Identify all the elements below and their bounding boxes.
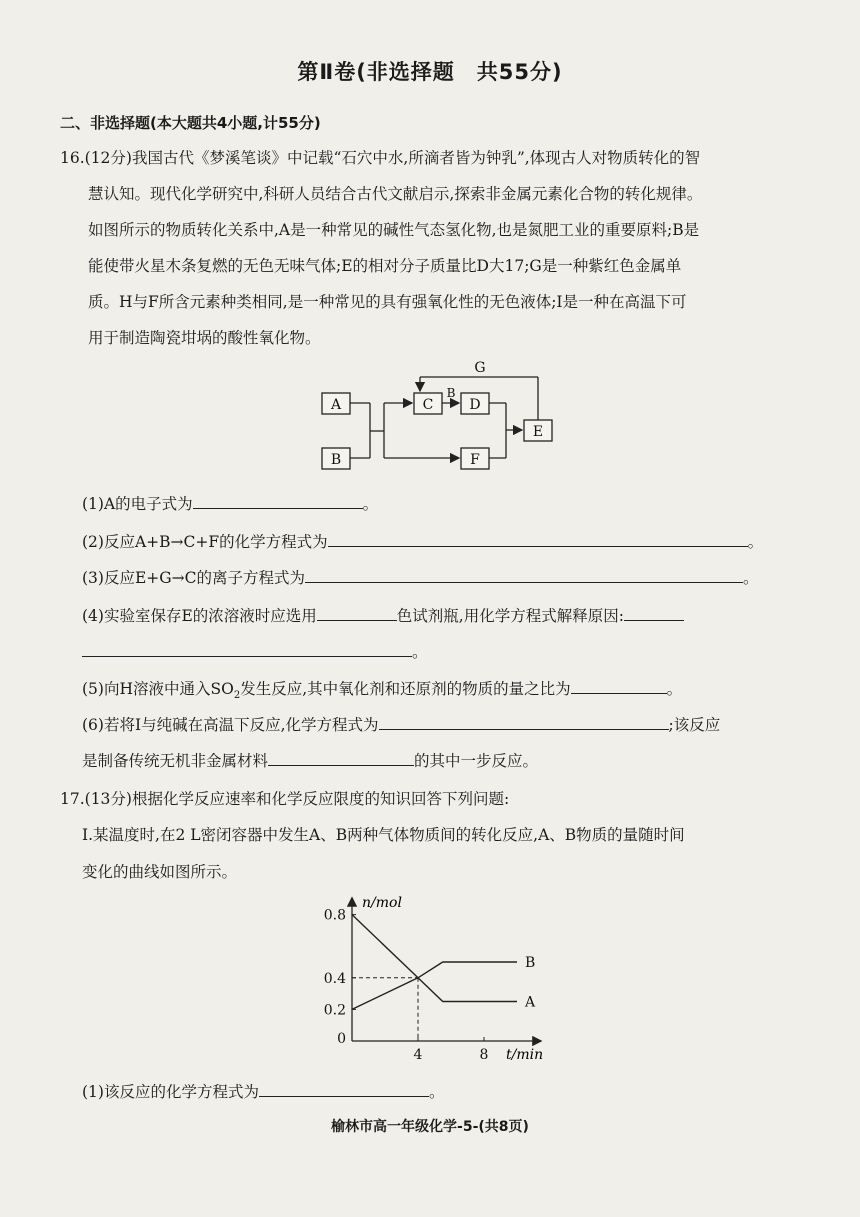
- q16-line-2: 慧认知。现代化学研究中,科研人员结合古代文献启示,探索非金属元素化合物的转化规律。: [88, 185, 703, 203]
- q16-sub2: [82, 530, 763, 552]
- y-tick-label: 0: [337, 1031, 346, 1047]
- q16-sub1: [82, 492, 378, 514]
- answer-blank-2[interactable]: [328, 531, 748, 547]
- answer-blank-4b[interactable]: [624, 605, 684, 621]
- series-label-b: B: [525, 955, 536, 971]
- q16-sub3: [82, 566, 759, 588]
- node-a: A: [330, 397, 342, 413]
- answer-blank-5[interactable]: [571, 678, 667, 694]
- q16-sub6: [82, 713, 720, 735]
- series-label-a: A: [525, 994, 536, 1011]
- q16-sub6-text-b: ;该反应: [668, 716, 721, 734]
- q16-sub2-text: (2)反应A+B→C+F的化学方程式为: [82, 533, 328, 551]
- q16-sub6-cont: [82, 749, 538, 771]
- answer-blank-4c[interactable]: [82, 641, 412, 657]
- q17-para-1: Ⅰ.某温度时,在2 L密闭容器中发生A、B两种气体物质间的转化反应,A、B物质的量随时间: [82, 826, 685, 844]
- node-c: C: [422, 397, 434, 413]
- q16-line-4: 能使带火星木条复燃的无色无味气体;E的相对分子质量比D大17;G是一种紫红色金属单: [88, 257, 682, 275]
- y-tick-label: 0.2: [323, 1002, 346, 1019]
- answer-blank-17-1[interactable]: [259, 1081, 429, 1097]
- page-footer: 榆林市高一年级化学-5-(共8页): [331, 1119, 529, 1135]
- q16-sub5: [82, 677, 682, 701]
- x-tick-label: 4: [413, 1047, 423, 1063]
- q16-line-1: 16.(12分)我国古代《梦溪笔谈》中记载“石穴中水,所滴者皆为钟乳”,体现古人对物质转化的智: [60, 149, 701, 167]
- answer-blank-6b[interactable]: [268, 750, 414, 766]
- q17-sub1: [82, 1080, 444, 1102]
- node-b: B: [330, 452, 342, 468]
- y-tick-label: 0.4: [323, 970, 346, 987]
- q16-sub4-text: (4)实验室保存E的浓溶液时应选用: [82, 607, 317, 625]
- page-title: 第Ⅱ卷(非选择题 共55分): [297, 60, 563, 84]
- x-axis-label: t/min: [506, 1047, 544, 1063]
- q16-sub1-end: 。: [362, 495, 379, 513]
- q16-sub3-end: 。: [743, 569, 759, 587]
- q17-heading: 17.(13分)根据化学反应速率和化学反应限度的知识回答下列问题:: [60, 790, 510, 808]
- edge-label-g: G: [474, 360, 486, 376]
- q16-sub6-text: (6)若将I与纯碱在高温下反应,化学方程式为: [82, 716, 379, 734]
- q17-sub1-text: (1)该反应的化学方程式为: [82, 1083, 259, 1101]
- so2-subscript: 2: [233, 690, 241, 702]
- amount-time-chart: [310, 893, 570, 1063]
- answer-blank-1[interactable]: [193, 493, 363, 509]
- answer-blank-3[interactable]: [305, 567, 743, 583]
- y-tick-label: 0.8: [323, 907, 346, 924]
- q16-sub4-cont: [82, 640, 428, 662]
- q16-sub4: [82, 604, 684, 626]
- q16-sub5-text-b: 发生反应,其中氧化剂和还原剂的物质的量之比为: [240, 680, 571, 698]
- series-line-b: [352, 962, 517, 1009]
- q17-para-2: 变化的曲线如图所示。: [82, 863, 238, 881]
- series-line-a: [352, 915, 517, 1002]
- edge-label-b: B: [446, 386, 456, 400]
- q16-sub1-text: (1)A的电子式为: [82, 495, 193, 513]
- x-tick-label: 8: [479, 1047, 489, 1063]
- q16-sub5-text: (5)向H溶液中通入SO: [82, 680, 234, 698]
- q16-sub4-end: 。: [412, 643, 428, 661]
- conversion-diagram: [300, 355, 570, 480]
- node-d: D: [469, 397, 481, 413]
- q16-sub5-end: 。: [666, 680, 683, 698]
- q16-line-5: 质。H与F所含元素种类相同,是一种常见的具有强氧化性的无色液体;I是一种在高温下可: [88, 293, 687, 311]
- y-axis-label: n/mol: [362, 895, 402, 911]
- q17-sub1-end: 。: [428, 1083, 445, 1101]
- q16-sub6-text-c: 是制备传统无机非金属材料: [82, 752, 269, 770]
- q16-line-3: 如图所示的物质转化关系中,A是一种常见的碱性气态氢化物,也是氮肥工业的重要原料;B是: [88, 221, 700, 239]
- answer-blank-6a[interactable]: [379, 714, 669, 730]
- q16-sub4-text-b: 色试剂瓶,用化学方程式解释原因:: [396, 607, 624, 625]
- q16-sub3-text: (3)反应E+G→C的离子方程式为: [82, 569, 305, 587]
- q16-sub2-end: 。: [747, 533, 764, 551]
- section-heading: 二、非选择题(本大题共4小题,计55分): [60, 114, 321, 132]
- q16-line-6: 用于制造陶瓷坩埚的酸性氧化物。: [88, 329, 321, 347]
- node-f: F: [470, 452, 480, 468]
- answer-blank-4a[interactable]: [317, 605, 397, 621]
- node-e: E: [532, 424, 544, 440]
- q16-sub6-end: 的其中一步反应。: [414, 752, 539, 770]
